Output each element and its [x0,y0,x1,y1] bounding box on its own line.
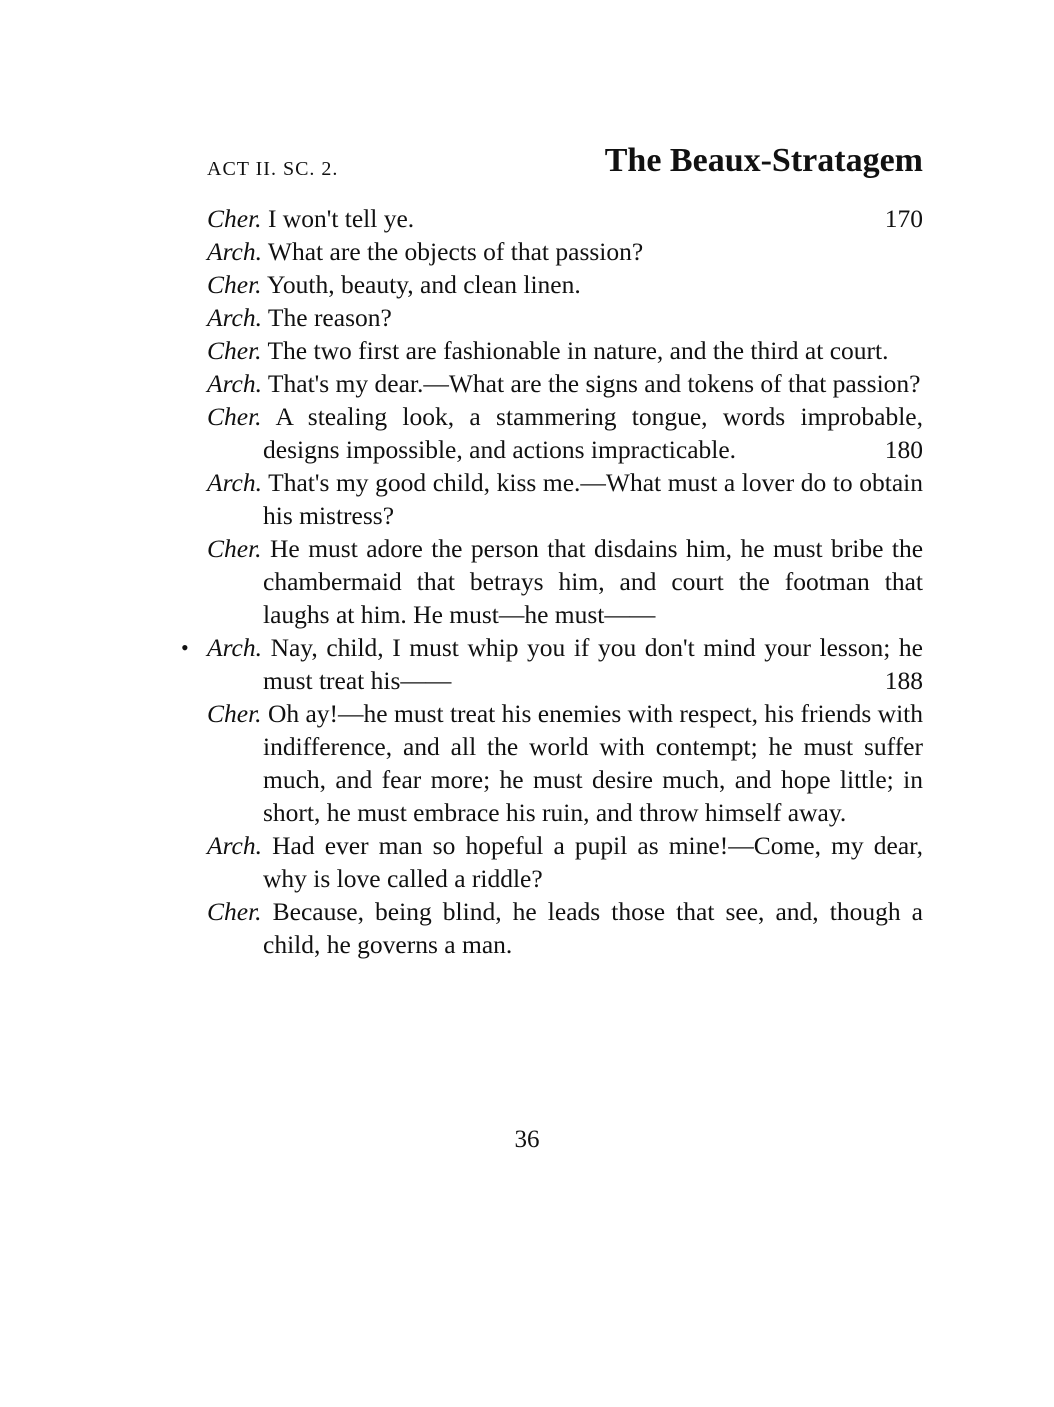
speech-text: A stealing look, a stammering tongue, words improbable, designs impossible, and actions impracticable. [263,402,923,464]
running-header [207,142,923,186]
speech-text: Youth, beauty, and clean linen. [267,270,581,299]
line-number: 170 [884,204,923,233]
speech [207,697,923,829]
speech-text: Oh ay!—he must treat his enemies with respect, his friends with indifference, and all the world with contempt; he must suffer much, and fear more; he must desire much, and hope little; in short, he must embrace his ruin, and throw himself away. [263,699,923,827]
speech-text: That's my good child, kiss me.—What must a lover do to obtain his mistress? [263,468,923,530]
speech [207,334,923,367]
speech [207,631,923,697]
speaker-name: Arch. [207,468,262,497]
speaker-name: Cher. [207,270,262,299]
speech [207,367,923,400]
speaker-name: Arch. [207,831,262,860]
speech [207,466,923,532]
speech-text: Had ever man so hopeful a pupil as mine!—Come, my dear, why is love called a riddle? [263,831,923,893]
speech [207,301,923,334]
speech [207,400,923,466]
speech-text: He must adore the person that disdains him, he must bribe the chambermaid that betrays him, and court the footman that laughs at him. He must—he must—— [263,534,924,629]
speaker-name: Cher. [207,402,262,431]
dialogue-body [181,202,924,961]
speech-text: I won't tell ye. [267,204,415,233]
speaker-name: Cher. [207,699,262,728]
speaker-name: Cher. [207,534,262,563]
speech [207,895,923,961]
line-number: 188 [884,666,923,695]
speaker-name: Arch. [207,237,262,266]
speech [207,235,923,268]
act-scene-label: ACT II. SC. 2. [207,158,339,180]
running-title: The Beaux-Stratagem [604,142,923,179]
margin-bullet: • [181,635,189,660]
page-number: 36 [514,1126,540,1153]
speech-text: What are the objects of that passion? [267,237,644,266]
speech [207,268,923,301]
speech-text: The reason? [267,303,392,332]
speaker-name: Cher. [207,336,262,365]
speaker-name: Cher. [207,204,262,233]
speaker-name: Arch. [207,303,262,332]
line-number: 180 [884,435,923,464]
speaker-name: Cher. [207,897,262,926]
speech-text: Because, being blind, he leads those that see, and, though a child, he governs a man. [263,897,923,959]
speech-text: Nay, child, I must whip you if you don't mind your lesson; he must treat his—— [263,633,923,695]
speech-text: That's my dear.—What are the signs and tokens of that passion? [267,369,921,398]
speaker-name: Arch. [207,369,262,398]
speech [207,829,923,895]
speech [207,202,923,235]
speaker-name: Arch. [207,633,262,662]
speech-text: The two first are fashionable in nature, and the third at court. [267,336,889,365]
